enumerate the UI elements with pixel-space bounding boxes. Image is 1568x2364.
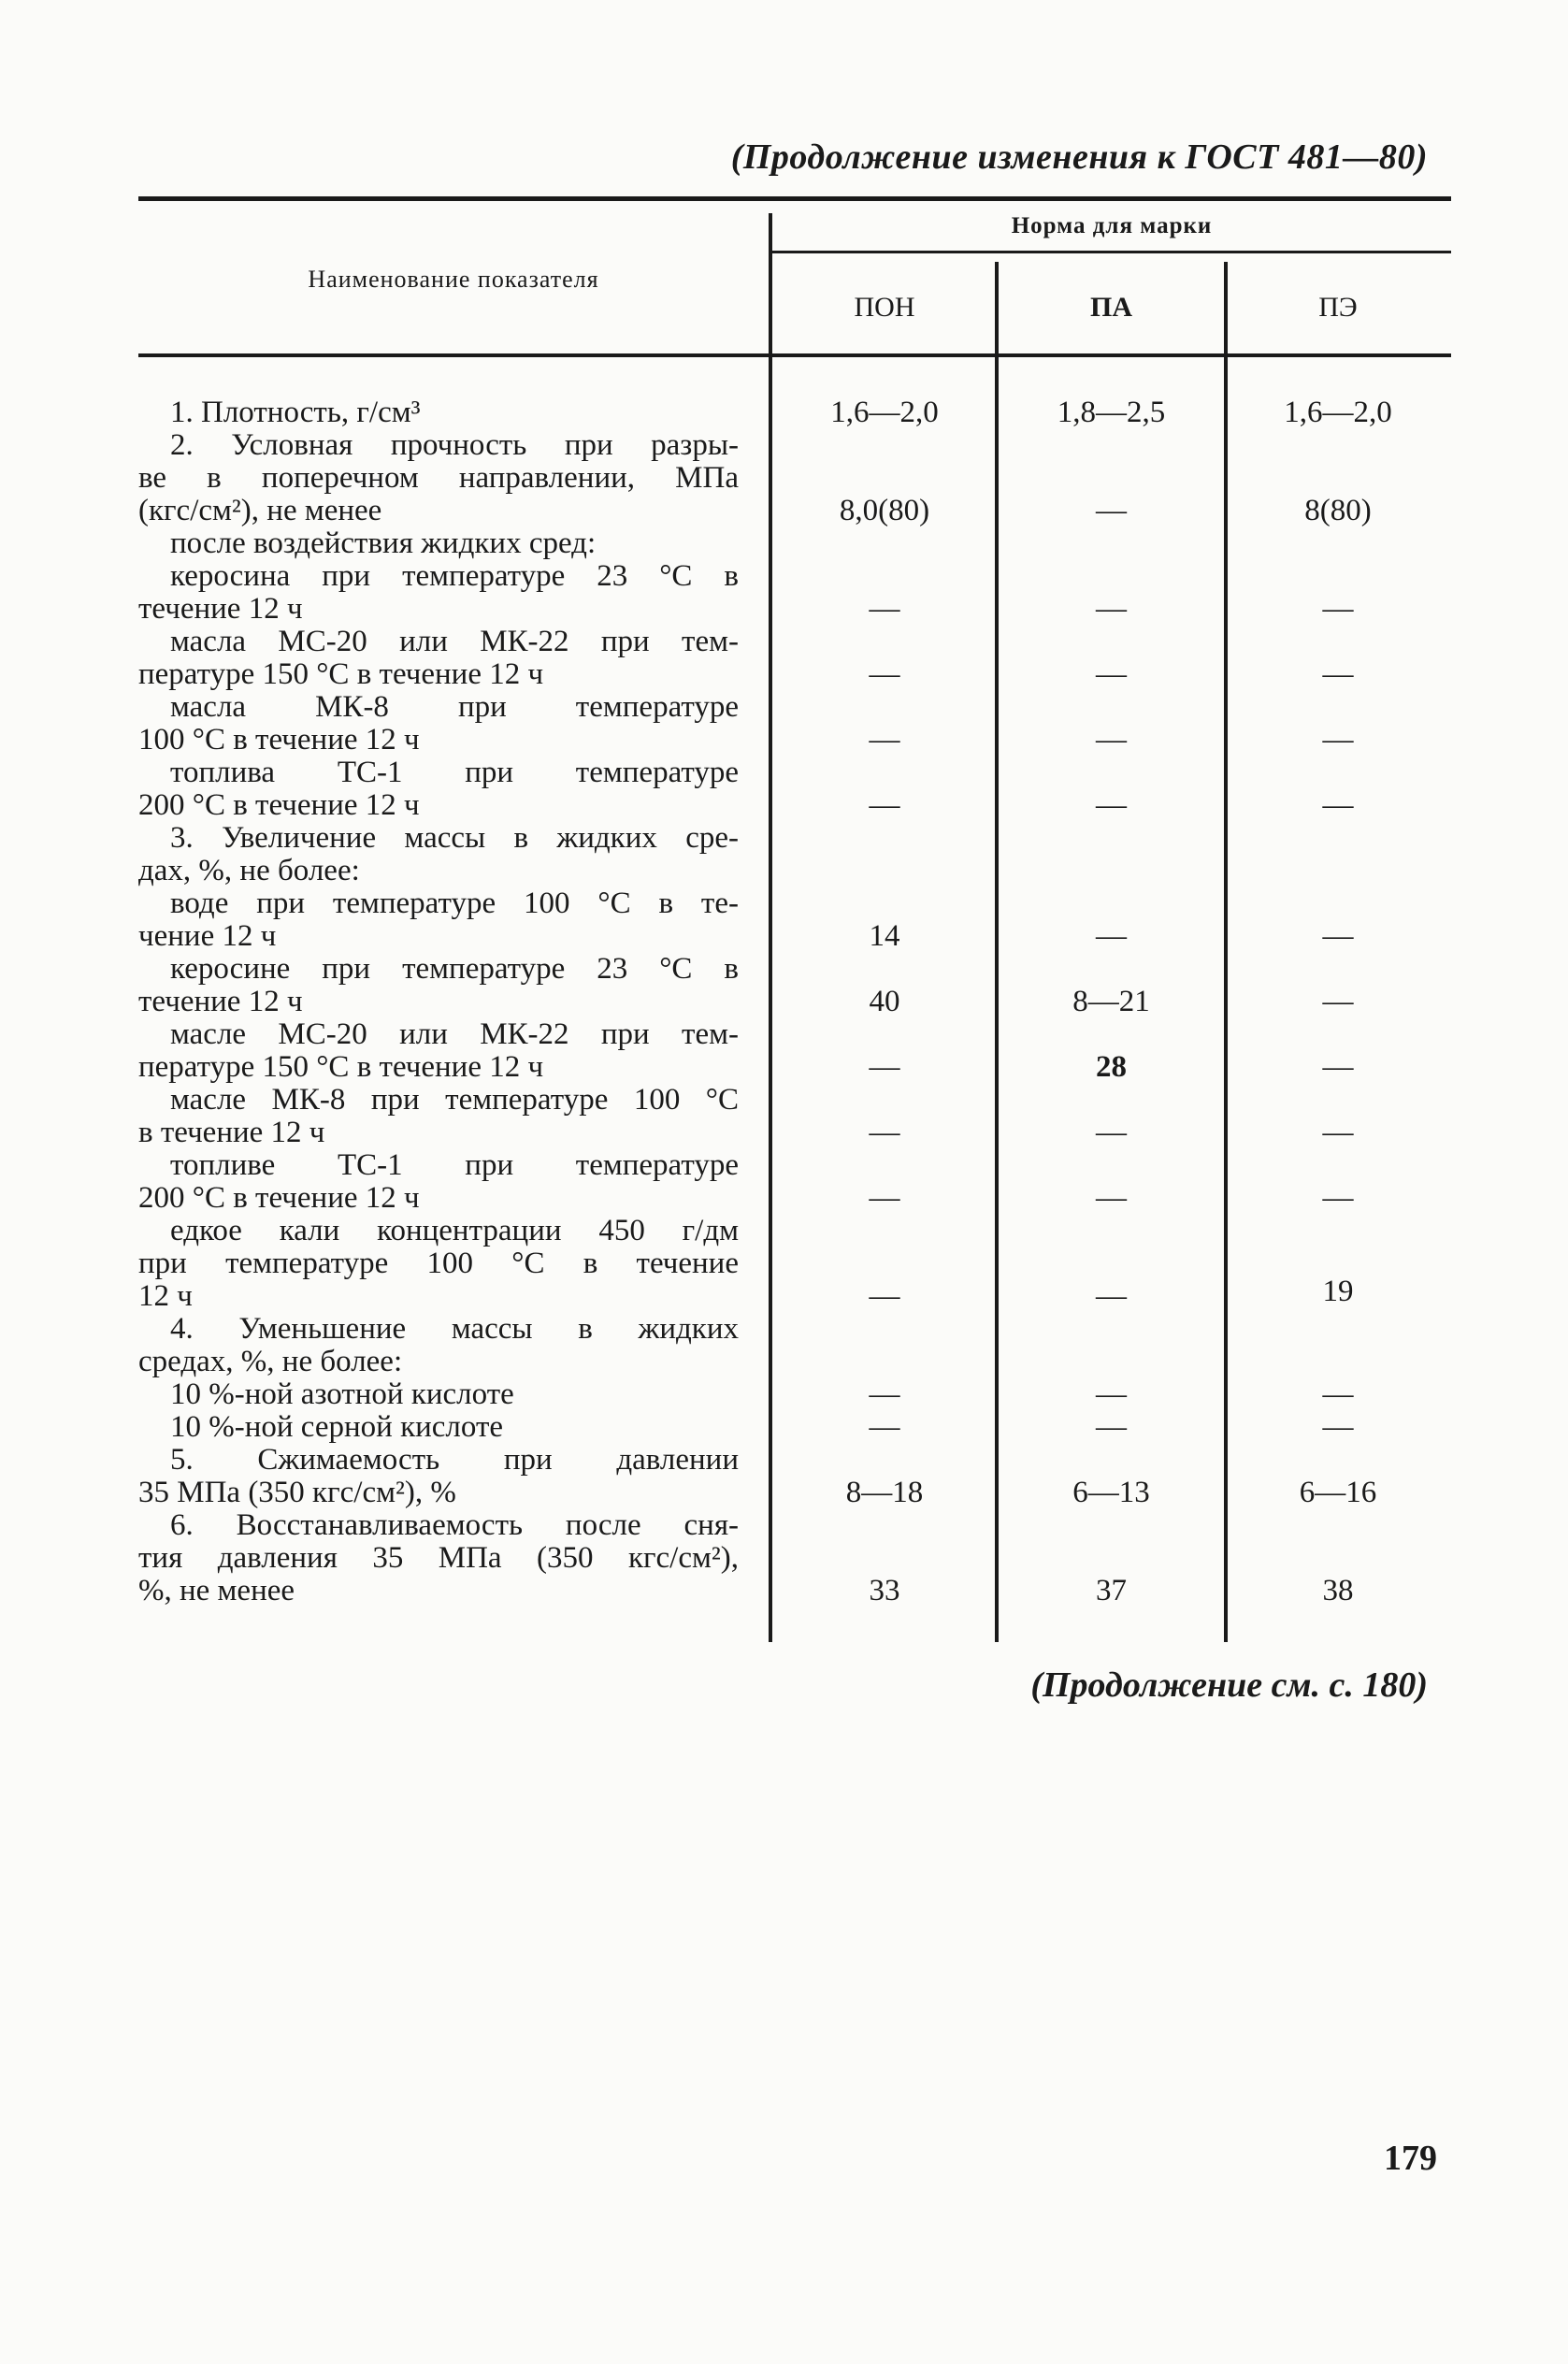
text-line: 3. Увеличение массы в жидких сре- <box>170 821 739 855</box>
text-line: воде при температуре 100 °С в те- <box>170 886 739 920</box>
text-line: масла МС-20 или МК-22 при тем- <box>170 625 739 658</box>
table-top-rule <box>138 196 1451 201</box>
text-line: керосина при температуре 23 °С в <box>170 559 739 593</box>
continuation-header: (Продолжение изменения к ГОСТ 481—80) <box>730 137 1428 177</box>
column-header-pon: ПОН <box>854 292 915 323</box>
text-line: масле МК-8 при температуре 100 °С <box>170 1083 739 1117</box>
text-line: чение 12 ч <box>138 919 277 953</box>
text-line: 10 %-ной азотной кислоте <box>170 1377 514 1411</box>
value-cell: — <box>1322 788 1354 822</box>
value-cell: — <box>1322 1181 1354 1215</box>
text-line: после воздействия жидких сред: <box>170 526 597 560</box>
value-cell: — <box>1096 788 1127 822</box>
value-cell: — <box>869 1279 900 1313</box>
column-header-pa: ПА <box>1090 292 1132 323</box>
col-name-header: Наименование показателя <box>308 266 599 293</box>
value-cell: — <box>1096 592 1127 626</box>
text-line: 100 °С в течение 12 ч <box>138 723 420 757</box>
value-cell: — <box>1322 985 1354 1018</box>
value-cell: — <box>1322 657 1354 691</box>
header-bottom-rule <box>138 353 1451 357</box>
value-cell: — <box>1322 592 1354 626</box>
text-line: течение 12 ч <box>138 592 303 626</box>
value-cell: 6—16 <box>1299 1476 1377 1509</box>
text-line: 10 %-ной серной кислоте <box>170 1410 504 1444</box>
page-number: 179 <box>1384 2139 1437 2178</box>
value-cell: — <box>1322 1377 1354 1411</box>
value-cell: — <box>1096 1279 1127 1313</box>
value-cell: 33 <box>869 1574 900 1607</box>
text-line: едкое кали концентрации 450 г/дм <box>170 1214 739 1247</box>
text-line: ве в поперечном направлении, МПа <box>138 461 739 495</box>
text-line: при температуре 100 °С в течение <box>138 1247 739 1280</box>
text-line: масла МК-8 при температуре <box>170 690 739 724</box>
value-cell: — <box>1096 657 1127 691</box>
text-line: 35 МПа (350 кгс/см²), % <box>138 1476 456 1509</box>
value-cell: — <box>1322 1050 1354 1084</box>
column-header-pe: ПЭ <box>1318 292 1358 323</box>
text-line: %, не менее <box>138 1574 295 1607</box>
norm-header-rule <box>772 251 1451 253</box>
value-cell: 1,6—2,0 <box>830 396 939 429</box>
value-cell: — <box>869 657 900 691</box>
value-cell: 8—18 <box>845 1476 924 1509</box>
value-cell: 14 <box>869 919 900 953</box>
value-cell: 8,0(80) <box>839 494 930 527</box>
value-cell: — <box>869 788 900 822</box>
value-cell: — <box>1322 1116 1354 1149</box>
text-line: (кгс/см²), не менее <box>138 494 382 527</box>
value-cell: — <box>869 1116 900 1149</box>
value-cell: — <box>1322 723 1354 757</box>
value-cell: 8(80) <box>1304 494 1372 527</box>
text-line: тия давления 35 МПа (350 кгс/см²), <box>138 1541 739 1575</box>
value-cell: — <box>1096 723 1127 757</box>
text-line: 2. Условная прочность при разры- <box>170 428 739 462</box>
value-cell: — <box>869 1181 900 1215</box>
value-cell: — <box>1322 919 1354 953</box>
value-cell: — <box>869 592 900 626</box>
text-line: 5. Сжимаемость при давлении <box>170 1443 739 1477</box>
text-line: 200 °С в течение 12 ч <box>138 788 420 822</box>
text-line: топливе ТС-1 при температуре <box>170 1148 739 1182</box>
value-cell: — <box>869 1377 900 1411</box>
text-line: 6. Восстанавливаемость после сня- <box>170 1508 739 1542</box>
value-cell: — <box>1322 1410 1354 1444</box>
text-line: масле МС-20 или МК-22 при тем- <box>170 1017 739 1051</box>
value-cell: 1,8—2,5 <box>1057 396 1166 429</box>
text-line: топлива ТС-1 при температуре <box>170 756 739 789</box>
text-line: пературе 150 °С в течение 12 ч <box>138 657 544 691</box>
text-line: дах, %, не более: <box>138 854 360 887</box>
value-cell: — <box>869 723 900 757</box>
value-cell: 37 <box>1096 1574 1127 1607</box>
value-cell: — <box>1096 919 1127 953</box>
text-line: пературе 150 °С в течение 12 ч <box>138 1050 544 1084</box>
value-cell: 38 <box>1322 1574 1354 1607</box>
text-line: 1. Плотность, г/см³ <box>170 396 421 429</box>
text-line: 4. Уменьшение массы в жидких <box>170 1312 739 1346</box>
text-line: средах, %, не более: <box>138 1345 403 1378</box>
norm-header: Норма для марки <box>1011 213 1213 238</box>
value-cell: — <box>1096 1181 1127 1215</box>
text-line: 200 °С в течение 12 ч <box>138 1181 420 1215</box>
value-cell: 6—13 <box>1072 1476 1150 1509</box>
text-line: в течение 12 ч <box>138 1116 325 1149</box>
value-cell: 19 <box>1322 1275 1354 1308</box>
value-cell: — <box>1096 1377 1127 1411</box>
value-cell: — <box>869 1410 900 1444</box>
text-line: 12 ч <box>138 1279 193 1313</box>
value-cell: 40 <box>869 985 900 1018</box>
text-line: течение 12 ч <box>138 985 303 1018</box>
continuation-footer: (Продолжение см. с. 180) <box>1030 1665 1428 1705</box>
value-cell: 28 <box>1096 1050 1127 1084</box>
text-line: керосине при температуре 23 °С в <box>170 952 739 986</box>
value-cell: 1,6—2,0 <box>1284 396 1392 429</box>
value-cell: — <box>869 1050 900 1084</box>
value-cell: — <box>1096 1116 1127 1149</box>
value-cell: — <box>1096 1410 1127 1444</box>
value-cell: 8—21 <box>1072 985 1150 1018</box>
value-cell: — <box>1096 494 1127 527</box>
